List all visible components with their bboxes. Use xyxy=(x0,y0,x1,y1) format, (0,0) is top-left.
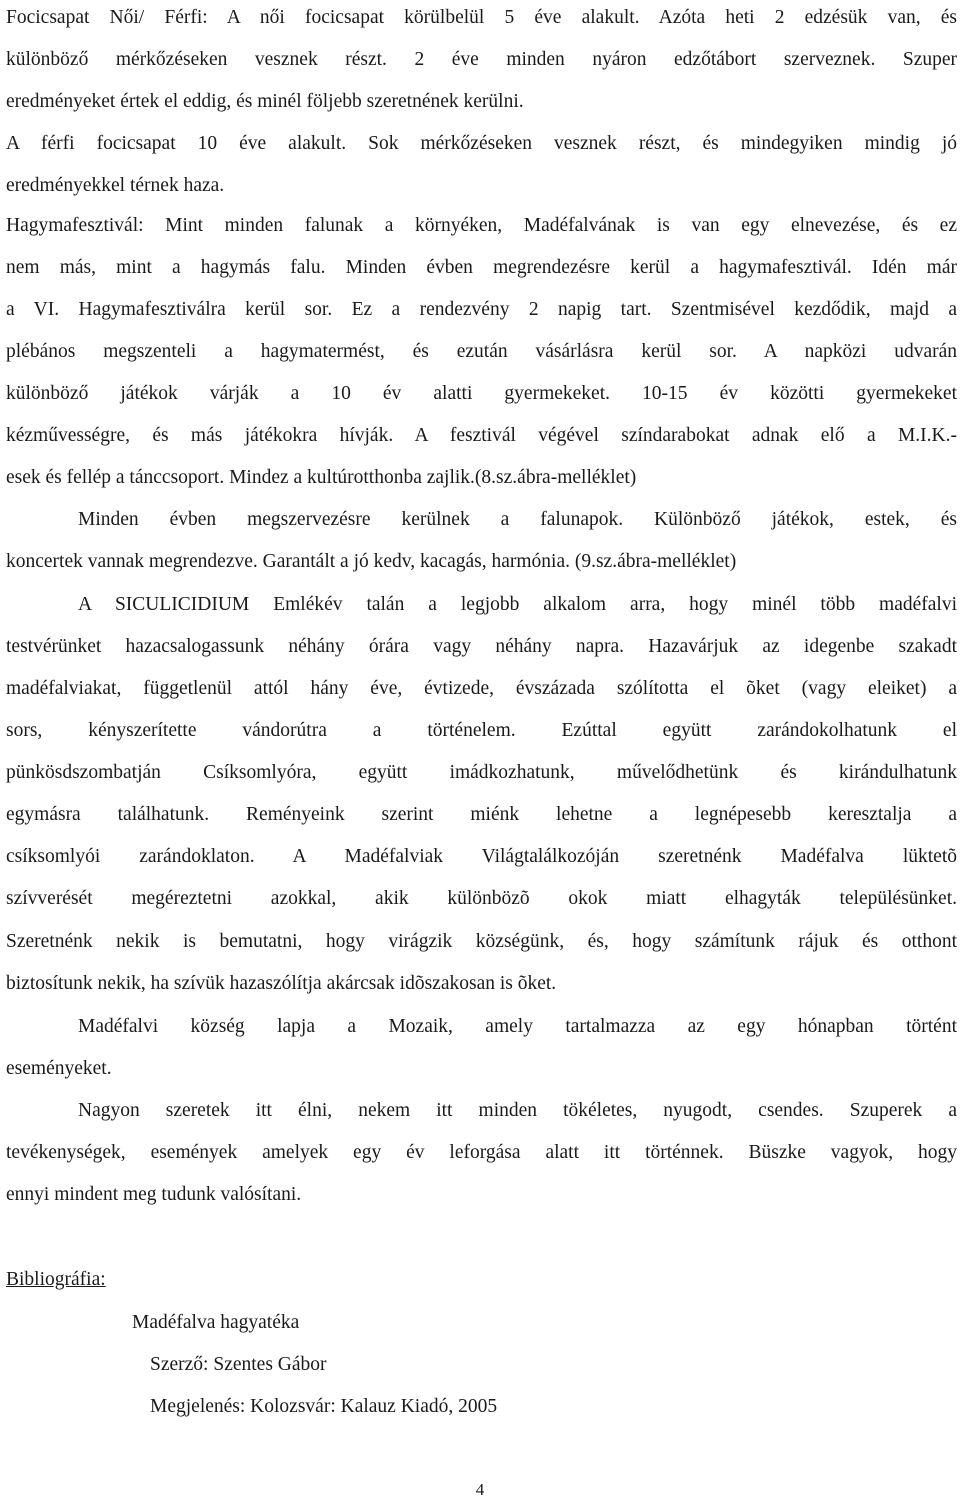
bibliography-heading: Bibliográfia: xyxy=(6,1269,106,1290)
text-line: sors, kényszerítette vándorútra a történelem. Ezúttal együtt zarándokolhatunk el xyxy=(6,720,957,741)
bibliography-title: Madéfalva hagyatéka xyxy=(132,1312,300,1333)
text-line: Hagymafesztivál: Mint minden falunak a környéken, Madéfalvának is van egy elnevezése, és ez xyxy=(6,215,957,236)
text-line: nem más, mint a hagymás falu. Minden évben megrendezésre kerül a hagymafesztivál. Idén már xyxy=(6,257,957,278)
text-line: a VI. Hagymafesztiválra kerül sor. Ez a rendezvény 2 napig tart. Szentmisével kezdődik, majd a xyxy=(6,299,957,320)
text-line: Madéfalvi község lapja a Mozaik, amely tartalmazza az egy hónapban történt xyxy=(78,1016,957,1037)
text-line: eredményeket értek el eddig, és minél följebb szeretnének kerülni. xyxy=(6,91,524,112)
text-line: Szeretnénk nekik is bemutatni, hogy virágzik községünk, és, hogy számítunk rájuk és otthont xyxy=(6,931,957,952)
text-line: ennyi mindent meg tudunk valósítani. xyxy=(6,1184,302,1205)
text-line: szívverését megéreztetni azokkal, akik különbözõ okok miatt elhagyták településünket. xyxy=(6,888,957,909)
text-line: csíksomlyói zarándoklaton. A Madéfalviak Világtalálkozóján szeretnénk Madéfalva lüktetõ xyxy=(6,846,957,867)
text-line: madéfalviakat, függetlenül attól hány éve, évtizede, évszázada szólította el õket (vagy eleiket) a xyxy=(6,678,957,699)
text-line: tevékenységek, események amelyek egy év leforgása alatt itt történnek. Büszke vagyok, hogy xyxy=(6,1142,957,1163)
text-line: egymásra találhatunk. Reményeink szerint miénk lehetne a legnépesebb keresztalja a xyxy=(6,804,957,825)
page-number: 4 xyxy=(475,1480,485,1499)
text-line: biztosítunk nekik, ha szívük hazaszólítja akárcsak idõszakosan is õket. xyxy=(6,973,557,994)
bibliography-publication: Megjelenés: Kolozsvár: Kalauz Kiadó, 2005 xyxy=(150,1396,498,1417)
text-line: esek és fellép a tánccsoport. Mindez a kultúrotthonba zajlik.(8.sz.ábra-melléklet) xyxy=(6,467,637,488)
text-line: testvérünket hazacsalogassunk néhány órára vagy néhány napra. Hazavárjuk az idegenbe szakadt xyxy=(6,636,957,657)
text-line: Focicsapat Női/ Férfi: A női focicsapat körülbelül 5 éve alakult. Azóta heti 2 edzésük van, és xyxy=(6,7,957,28)
text-line: különböző játékok várják a 10 év alatti gyermekeket. 10-15 év közötti gyermekeket xyxy=(6,383,957,404)
text-line: különböző mérkőzéseken vesznek részt. 2 éve minden nyáron edzőtábort szerveznek. Szuper xyxy=(6,49,957,70)
text-line: koncertek vannak megrendezve. Garantált a jó kedv, kacagás, harmónia. (9.sz.ábra-melléklet) xyxy=(6,551,737,572)
text-line: Nagyon szeretek itt élni, nekem itt minden tökéletes, nyugodt, csendes. Szuperek a xyxy=(78,1100,957,1121)
text-line: kézművességre, és más játékokra hívják. A fesztivál végével színdarabokat adnak elő a M.I.K.- xyxy=(6,425,957,446)
text-line: Minden évben megszervezésre kerülnek a falunapok. Különböző játékok, estek, és xyxy=(78,509,957,530)
text-line: pünkösdszombatján Csíksomlyóra, együtt imádkozhatunk, művelődhetünk és kirándulhatunk xyxy=(6,762,957,783)
text-line: eseményeket. xyxy=(6,1058,112,1079)
text-line: A SICULICIDIUM Emlékév talán a legjobb alkalom arra, hogy minél több madéfalvi xyxy=(78,594,957,615)
bibliography-author: Szerző: Szentes Gábor xyxy=(150,1354,327,1375)
text-line: A férfi focicsapat 10 éve alakult. Sok mérkőzéseken vesznek részt, és mindegyiken mindig jó xyxy=(6,133,957,154)
text-line: plébános megszenteli a hagymatermést, és ezután vásárlásra kerül sor. A napközi udvarán xyxy=(6,341,957,362)
text-line: eredményekkel térnek haza. xyxy=(6,175,225,196)
